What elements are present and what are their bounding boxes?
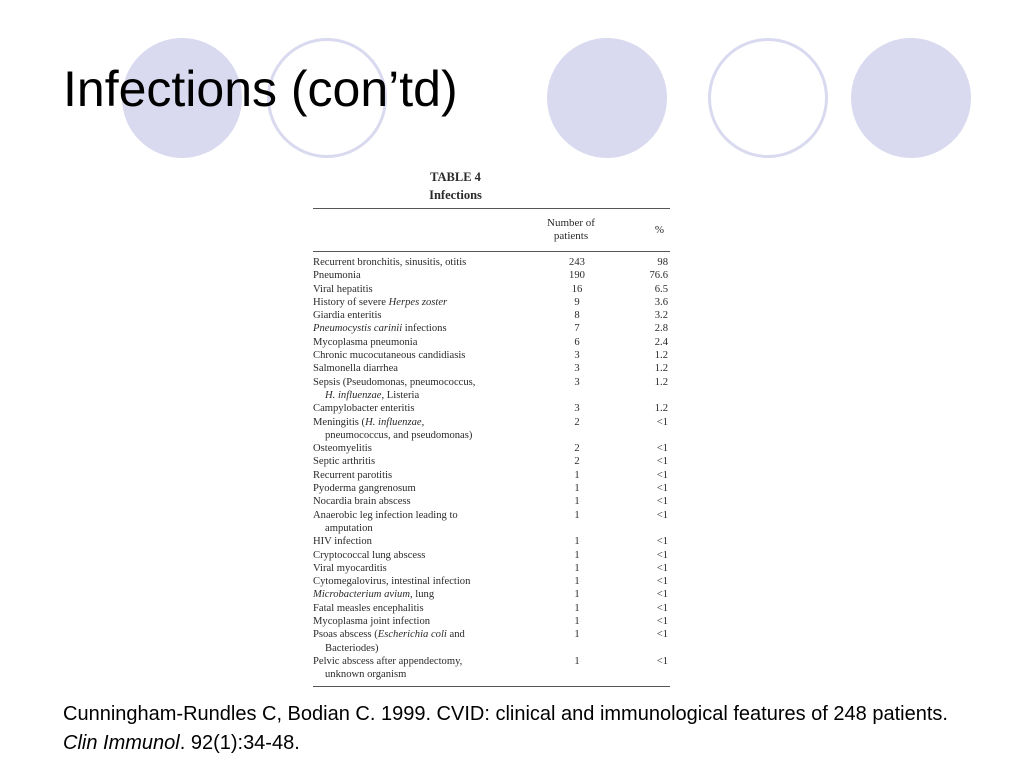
patient-count: 3 — [574, 376, 580, 388]
label-line-1 — [313, 535, 548, 548]
patient-percent: <1 — [656, 483, 668, 495]
label-line-1 — [313, 509, 548, 522]
label-text: Meningitis ( — [313, 416, 366, 428]
infection-label — [313, 269, 548, 282]
infection-label — [313, 349, 548, 362]
infection-label — [313, 309, 548, 322]
patient-percent: <1 — [656, 509, 668, 521]
label-line-1 — [313, 575, 548, 588]
patient-percent: <1 — [656, 655, 668, 667]
patient-count: 190 — [569, 270, 585, 282]
label-text: Cryptococcal lung abscess — [313, 549, 426, 561]
patient-count: 1 — [574, 549, 580, 561]
decor-circle-3 — [547, 38, 667, 158]
infection-label — [313, 549, 548, 562]
table-header — [313, 209, 670, 251]
label-text: , — [421, 416, 425, 428]
label-text: , Listeria — [381, 389, 420, 401]
label-text: infections — [402, 323, 447, 335]
label-line-1 — [313, 628, 548, 641]
label-text: amputation — [325, 522, 373, 534]
label-line-1 — [313, 549, 548, 562]
patient-count: 2 — [574, 416, 580, 428]
citation-text: Cunningham-Rundles C, Bodian C. 1999. CVID: clinical and immunological features of 248 patients. — [63, 703, 948, 725]
label-text: Osteomyelitis — [313, 443, 372, 455]
label-italic: Microbacterium avium — [313, 589, 410, 601]
patient-percent: 3.6 — [654, 296, 668, 308]
patient-count: 6 — [574, 336, 580, 348]
label-text: Giardia enteritis — [313, 310, 382, 322]
table-row — [313, 362, 670, 375]
table-row — [313, 416, 670, 443]
infections-table — [313, 168, 670, 687]
table-row — [313, 336, 670, 349]
label-line-2 — [313, 522, 548, 535]
infection-label — [313, 442, 548, 455]
label-italic: Pneumocystis carinii — [313, 323, 403, 335]
patient-percent: <1 — [656, 496, 668, 508]
patient-count: 1 — [574, 589, 580, 601]
label-line-1 — [313, 322, 548, 335]
patient-count: 1 — [574, 536, 580, 548]
label-line-2 — [313, 429, 548, 442]
infection-label — [313, 655, 548, 682]
infection-label — [313, 588, 548, 601]
patient-percent: <1 — [656, 416, 668, 428]
label-line-1 — [313, 349, 548, 362]
patient-percent: 1.2 — [654, 403, 668, 415]
label-text: Septic arthritis — [313, 456, 376, 468]
patient-percent: 76.6 — [649, 270, 668, 282]
label-italic: H. influenzae — [365, 416, 422, 428]
label-line-1 — [313, 336, 548, 349]
label-text: Salmonella diarrhea — [313, 363, 399, 375]
table-row — [313, 269, 670, 282]
infection-label — [313, 469, 548, 482]
infection-label — [313, 495, 548, 508]
infection-label — [313, 322, 548, 335]
infection-label — [313, 416, 548, 443]
patient-percent: 1.2 — [654, 376, 668, 388]
patient-percent: 2.4 — [654, 336, 668, 348]
table-row — [313, 482, 670, 495]
patient-percent: 1.2 — [654, 363, 668, 375]
patient-count: 1 — [574, 496, 580, 508]
table-row — [313, 509, 670, 536]
patient-count: 1 — [574, 576, 580, 588]
infection-label — [313, 362, 548, 375]
label-line-1 — [313, 455, 548, 468]
infection-label — [313, 615, 548, 628]
table-row — [313, 376, 670, 403]
label-text: Fatal measles encephalitis — [313, 602, 424, 614]
patient-count: 2 — [574, 443, 580, 455]
label-text: unknown organism — [325, 669, 407, 681]
patient-percent: <1 — [656, 456, 668, 468]
label-line-1 — [313, 495, 548, 508]
label-line-1 — [313, 309, 548, 322]
label-line-1 — [313, 256, 548, 269]
label-text: , lung — [410, 589, 435, 601]
label-text: Chronic mucocutaneous candidiasis — [313, 350, 466, 362]
table-row — [313, 402, 670, 415]
infection-label — [313, 455, 548, 468]
label-line-1 — [313, 588, 548, 601]
label-line-1 — [313, 602, 548, 615]
header-percent: % — [654, 223, 664, 236]
patient-percent: <1 — [656, 536, 668, 548]
infection-label — [313, 602, 548, 615]
table-row — [313, 628, 670, 655]
patient-percent: 3.2 — [654, 310, 668, 322]
label-italic: Herpes zoster — [388, 296, 448, 308]
label-text: Recurrent parotitis — [313, 469, 393, 481]
patient-count: 3 — [574, 363, 580, 375]
label-text: Pyoderma gangrenosum — [313, 483, 416, 495]
table-row — [313, 349, 670, 362]
patient-percent: <1 — [656, 629, 668, 641]
decor-circle-4 — [708, 38, 828, 158]
table-rule-bottom — [313, 686, 670, 687]
label-line-2 — [313, 389, 548, 402]
label-text: History of severe — [313, 296, 389, 308]
label-text: Viral myocarditis — [313, 562, 387, 574]
table-row — [313, 602, 670, 615]
patient-count: 8 — [574, 310, 580, 322]
label-line-2 — [313, 642, 548, 655]
patient-count: 9 — [574, 296, 580, 308]
table-row — [313, 562, 670, 575]
label-text: Anaerobic leg infection leading to — [313, 509, 458, 521]
table-row — [313, 588, 670, 601]
patient-percent: <1 — [656, 469, 668, 481]
label-text: Psoas abscess ( — [313, 629, 378, 641]
table-row — [313, 535, 670, 548]
slide-title: Infections (con’td) — [63, 61, 458, 117]
patient-percent: 6.5 — [654, 283, 668, 295]
table-row — [313, 442, 670, 455]
patient-count: 16 — [571, 283, 583, 295]
table-body — [313, 252, 670, 686]
label-line-1 — [313, 655, 548, 668]
infection-label — [313, 256, 548, 269]
label-text: Recurrent bronchitis, sinusitis, otitis — [313, 257, 467, 268]
table-name: Infections — [429, 188, 482, 202]
citation-details: . 92(1):34-48. — [179, 732, 300, 754]
citation-journal: Clin Immunol — [63, 732, 180, 754]
patient-count: 1 — [574, 469, 580, 481]
label-text: Bacteriodes) — [325, 642, 379, 654]
label-text: Mycoplasma joint infection — [313, 616, 431, 628]
label-text: and — [446, 629, 465, 641]
label-text: Nocardia brain abscess — [313, 496, 411, 508]
patient-percent: 2.8 — [654, 323, 668, 335]
label-line-1 — [313, 296, 548, 309]
label-line-1 — [313, 362, 548, 375]
label-text: Campylobacter enteritis — [313, 403, 415, 415]
label-line-1 — [313, 283, 548, 296]
infection-label — [313, 336, 548, 349]
patient-count: 1 — [574, 562, 580, 574]
patient-count: 1 — [574, 483, 580, 495]
patient-count: 3 — [574, 403, 580, 415]
table-row — [313, 309, 670, 322]
patient-count: 7 — [574, 323, 580, 335]
infection-label — [313, 628, 548, 655]
infection-label — [313, 562, 548, 575]
patient-count: 1 — [574, 655, 580, 667]
table-row — [313, 322, 670, 335]
label-text: pneumococcus, and pseudomonas) — [325, 429, 473, 441]
patient-count: 1 — [574, 629, 580, 641]
patient-percent: 1.2 — [654, 350, 668, 362]
label-text: Pelvic abscess after appendectomy, — [313, 655, 463, 667]
table-caption — [313, 168, 670, 204]
label-text: HIV infection — [313, 536, 372, 548]
patient-percent: <1 — [656, 602, 668, 614]
label-line-1 — [313, 469, 548, 482]
table-row — [313, 256, 670, 269]
patient-percent: <1 — [656, 549, 668, 561]
infection-label — [313, 402, 548, 415]
citation — [63, 700, 963, 758]
label-text: Mycoplasma pneumonia — [313, 336, 418, 348]
label-line-1 — [313, 482, 548, 495]
patient-percent: <1 — [656, 562, 668, 574]
table-number: TABLE 4 — [430, 170, 481, 184]
patient-percent: <1 — [656, 589, 668, 601]
label-text: Viral hepatitis — [313, 283, 373, 295]
infection-label — [313, 509, 548, 536]
table-row — [313, 283, 670, 296]
label-text: Sepsis (Pseudomonas, pneumococcus, — [313, 376, 476, 388]
infection-label — [313, 535, 548, 548]
infection-label — [313, 296, 548, 309]
label-italic: Escherichia coli — [377, 629, 447, 641]
table-row — [313, 455, 670, 468]
label-line-1 — [313, 442, 548, 455]
decor-circle-5 — [851, 38, 971, 158]
table-row — [313, 296, 670, 309]
label-line-1 — [313, 269, 548, 282]
label-line-1 — [313, 416, 548, 429]
table-row — [313, 655, 670, 682]
label-text: Cytomegalovirus, intestinal infection — [313, 576, 471, 588]
infection-label — [313, 575, 548, 588]
table-row — [313, 549, 670, 562]
patient-count: 3 — [574, 350, 580, 362]
infection-label — [313, 283, 548, 296]
patient-percent: <1 — [656, 576, 668, 588]
label-line-1 — [313, 402, 548, 415]
patient-percent: 98 — [657, 257, 668, 268]
label-text: Pneumonia — [313, 270, 361, 282]
label-line-2 — [313, 668, 548, 681]
patient-count: 243 — [569, 257, 585, 268]
patient-count: 1 — [574, 602, 580, 614]
label-line-1 — [313, 376, 548, 389]
label-line-1 — [313, 562, 548, 575]
patient-count: 1 — [574, 509, 580, 521]
label-line-1 — [313, 615, 548, 628]
header-count: Number of patients — [547, 217, 595, 242]
table-row — [313, 615, 670, 628]
patient-count: 2 — [574, 456, 580, 468]
label-italic: H. influenzae — [325, 389, 382, 401]
infection-label — [313, 482, 548, 495]
table-row — [313, 575, 670, 588]
table-row — [313, 495, 670, 508]
table-row — [313, 469, 670, 482]
patient-percent: <1 — [656, 616, 668, 628]
infection-label — [313, 376, 548, 403]
patient-count: 1 — [574, 616, 580, 628]
patient-percent: <1 — [656, 443, 668, 455]
